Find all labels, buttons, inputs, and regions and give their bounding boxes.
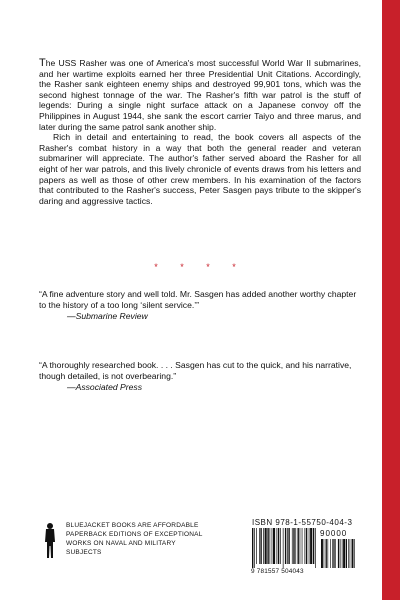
barcode-bar	[306, 528, 307, 564]
barcode-bar	[352, 539, 354, 568]
review-quote-2-attribution: —Associated Press	[67, 382, 142, 392]
barcode-bar	[298, 528, 299, 564]
barcode-bar	[346, 539, 347, 568]
barcode-bar	[324, 539, 325, 568]
description-paragraph-1	[39, 58, 361, 132]
barcode-bar	[277, 528, 278, 564]
barcode-bar	[348, 539, 349, 568]
sailor-silhouette-icon	[43, 522, 57, 559]
review-quote-2-text: “A thoroughly researched book. . . . Sasgen has cut to the quick, and his narrative, though detailed, is not overbearing.”	[39, 360, 352, 381]
barcode-bar	[310, 528, 312, 564]
barcode-bar	[263, 528, 264, 564]
barcode-bar	[338, 539, 339, 568]
barcode-bar	[273, 528, 275, 564]
barcode-bar	[260, 528, 261, 564]
barcode-bar	[293, 528, 294, 564]
barcode-bar	[313, 528, 314, 564]
barcode-bar	[278, 528, 279, 564]
barcode-bar	[340, 539, 341, 568]
barcode-bar	[259, 528, 260, 564]
description-paragraph-2: Rich in detail and entertaining to read, the book covers all aspects of the Rasher's combat history in a way that both the general reader and veteran submariner will appreciate. The author's father served aboard the Rasher for all eight of her war patrols, and this lively chronicle of events draws from his letters and papers as well as those of other crew members. In his examination of the factors that contributed to the Rasher's success, Peter Sasgen pays tribute to the skipper's daring and aggressive tactics.	[39, 132, 361, 206]
barcode-bar	[252, 528, 253, 568]
barcode-bar	[335, 539, 336, 568]
description-paragraph-1-text: he USS Rasher was one of America's most successful World War II submarines, and her wartime exploits earned her three Presidential Unit Citations. Accordingly, the Rasher sank eighteen enemy ships and destroyed 99,901 tons, which was the second highest tonnage of the war. The Rasher's fifth war patrol is the stuff of legends: During a single night surface attack on a Japanese convoy off the Philippines in August 1944, she sank the escort carrier Taiyo and three marus, and later during the same patrol sank another ship.	[39, 58, 361, 132]
barcode-bar	[295, 528, 296, 564]
barcode-bar	[315, 528, 316, 568]
red-spine-stripe	[382, 0, 400, 600]
barcode-bar	[328, 539, 329, 568]
barcode-bar	[288, 528, 289, 564]
barcode-bar	[333, 539, 334, 568]
barcode-bar	[254, 528, 255, 568]
barcode-bar	[302, 528, 303, 564]
barcode-bar	[332, 539, 333, 568]
barcode-bar	[256, 528, 257, 564]
barcode-bar	[305, 528, 306, 564]
barcode-bar	[292, 528, 293, 564]
barcode-bar	[354, 539, 355, 568]
barcode-bar	[342, 539, 343, 568]
barcode-bar	[350, 539, 351, 568]
review-quote-1-attribution: —Submarine Review	[67, 311, 148, 321]
barcode-bar	[270, 528, 271, 564]
isbn-label: ISBN 978-1-55750-404-3	[252, 518, 353, 527]
barcode-number: 9 781557 504043	[251, 568, 304, 575]
barcode-bar	[265, 528, 267, 564]
barcode-bar	[309, 528, 310, 564]
barcode-bar	[267, 528, 268, 564]
book-description	[39, 58, 361, 206]
barcode-bar	[280, 528, 281, 564]
series-note: BLUEJACKET BOOKS ARE AFFORDABLE PAPERBACK EDITIONS OF EXCEPTIONAL WORKS ON NAVAL AND MILITARY SUBJECTS	[66, 522, 203, 556]
drop-cap: T	[39, 57, 46, 69]
barcode-bar	[330, 539, 331, 568]
barcode-bar	[321, 539, 323, 568]
review-quote-2	[39, 360, 361, 393]
barcode-bar	[300, 528, 301, 564]
barcode-bar	[283, 528, 284, 568]
barcode-bar	[272, 528, 273, 564]
barcode-bar	[285, 528, 286, 564]
price-code: 90000	[320, 529, 348, 538]
barcode-bar	[287, 528, 288, 564]
barcode-bar	[343, 539, 345, 568]
section-divider: * * * *	[154, 262, 246, 272]
barcode-bar	[326, 539, 327, 568]
review-quote-1	[39, 289, 361, 322]
review-quote-1-text: “A fine adventure story and well told. Mr. Sasgen has added another worthy chapter to the history of a too long ‘silent service.’”	[39, 289, 357, 310]
